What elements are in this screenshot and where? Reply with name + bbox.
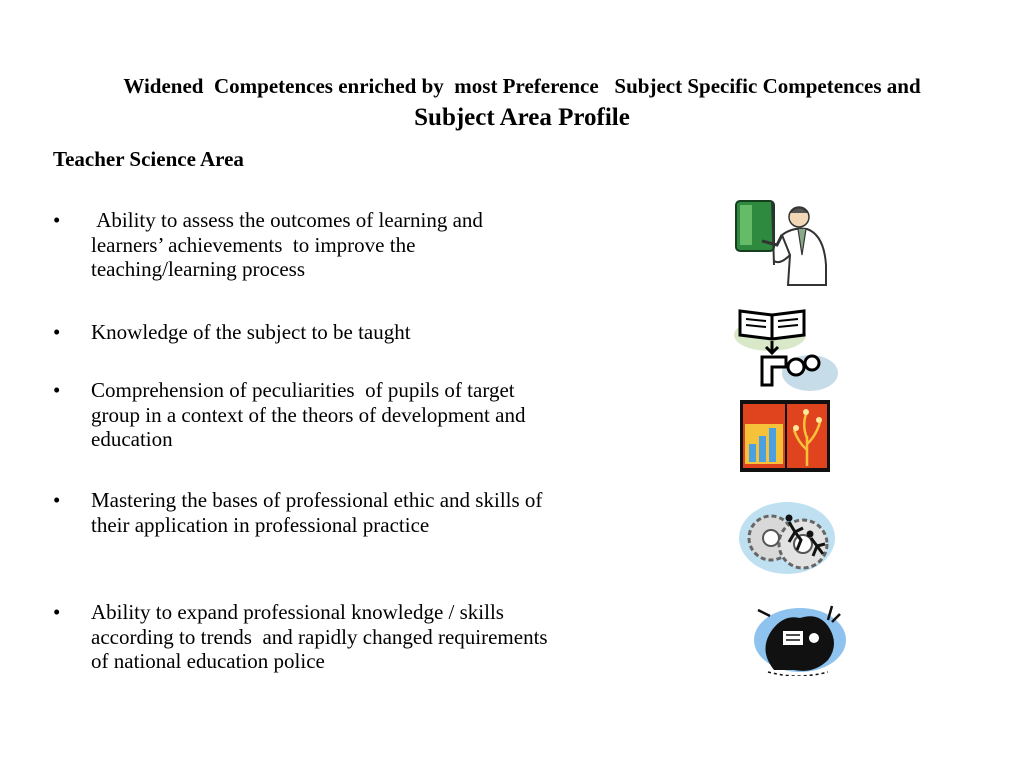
bullet-marker: • [53,378,61,402]
growth-chart-icon [740,400,830,472]
bullet-text: Ability to assess the outcomes of learning and learners’ achievements to improve the teaching/learning process [91,208,489,281]
bullet-text: Ability to expand professional knowledge / skills according to trends and rapidly changed requirements of national education police [91,600,553,673]
bullet-marker: • [53,208,61,232]
bullet-marker: • [53,320,61,344]
section-heading: Teacher Science Area [53,147,244,171]
title-text: Widened Competences enriched by most Preference Subject Specific Competences and [123,74,926,98]
title-emphasis: Subject Area Profile [414,104,630,131]
slide-title [110,70,934,134]
gears-runners-icon [737,492,837,578]
bullet-marker: • [53,488,61,512]
bullet-text: Comprehension of peculiarities of pupils of target group in a context of the theors of development and education [91,378,531,451]
bullet-text: Mastering the bases of professional ethic and skills of their application in professional practice [91,488,548,537]
book-to-mind-icon [732,305,838,393]
teacher-presenting-icon [732,195,832,290]
bullet-marker: • [53,600,61,624]
multitasking-figure-icon [748,600,848,676]
bullet-text: Knowledge of the subject to be taught [91,320,411,344]
